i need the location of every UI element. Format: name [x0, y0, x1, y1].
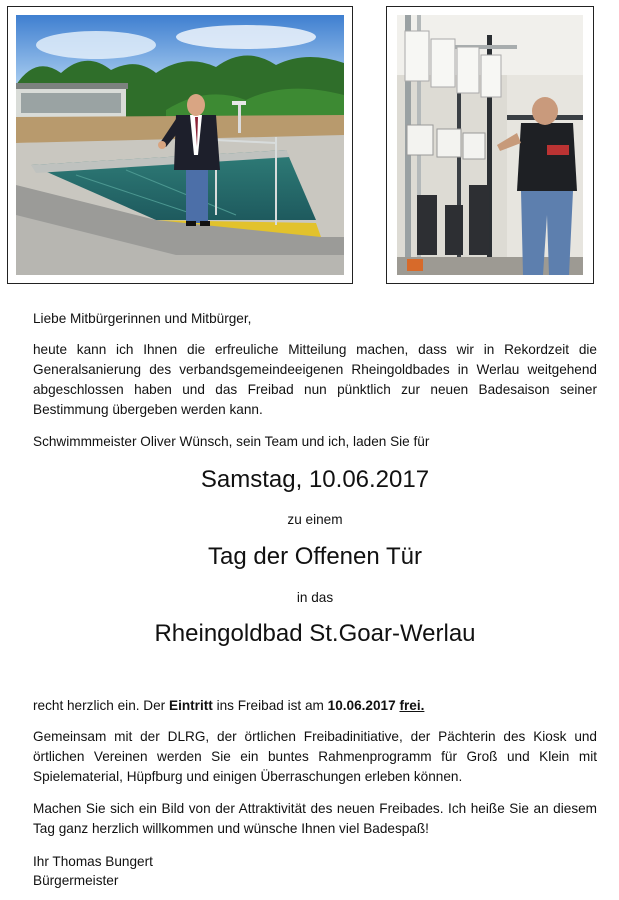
venue-heading: Rheingoldbad St.Goar-Werlau: [154, 620, 476, 647]
paragraph-program: Gemeinsam mit der DLRG, der örtlichen Freibadinitiative, der Pächterin des Kiosk und örtlichen Vereinen werden Sie ein buntes Rahmenprogramm für Groß und Klein mit Spielematerial, Hüpfburg und einigen Überraschungen erleben können.: [33, 729, 597, 784]
connector-zu-einem: zu einem: [287, 512, 343, 527]
event-title-heading: Tag der Offenen Tür: [208, 543, 422, 570]
admission-text-2: ins Freibad ist am: [212, 698, 328, 713]
event-date-heading: Samstag, 10.06.2017: [200, 466, 430, 493]
paragraph-welcome: Machen Sie sich ein Bild von der Attraktivität des neuen Freibades. Ich heiße Sie an diesem Tag ganz herzlich willkommen und wünsche Ihnen viel Badespaß!: [33, 801, 597, 836]
pool-photo-frame: [7, 6, 353, 284]
paragraph-renovation: heute kann ich Ihnen die erfreuliche Mitteilung machen, dass wir in Rekordzeit die Generalsanierung des verbandsgemeindeeigenen Rheingoldbades in Werlau weitgehend abgeschlossen haben und das Freibad nun pünktlich zur neuen Badesaison seiner Bestimmung übergeben werden kann.: [33, 342, 597, 417]
signature-name: Ihr Thomas Bungert: [33, 854, 153, 869]
admission-bold-frei: frei.: [399, 698, 425, 713]
admission-bold-date: 10.06.2017: [327, 698, 396, 713]
signature-title: Bürgermeister: [33, 873, 119, 888]
admission-bold-eintritt: Eintritt: [169, 698, 213, 713]
admission-text-1: recht herzlich ein. Der: [33, 698, 169, 713]
connector-in-das: in das: [296, 590, 334, 605]
pool-photo: [16, 15, 344, 275]
salutation: Liebe Mitbürgerinnen und Mitbürger,: [33, 311, 252, 326]
pump-room-photo-frame: [386, 6, 594, 284]
paragraph-invitation-start: Schwimmmeister Oliver Wünsch, sein Team und ich, laden Sie für: [33, 434, 430, 449]
admission-line: [33, 696, 597, 716]
pump-room-photo: [397, 15, 583, 275]
